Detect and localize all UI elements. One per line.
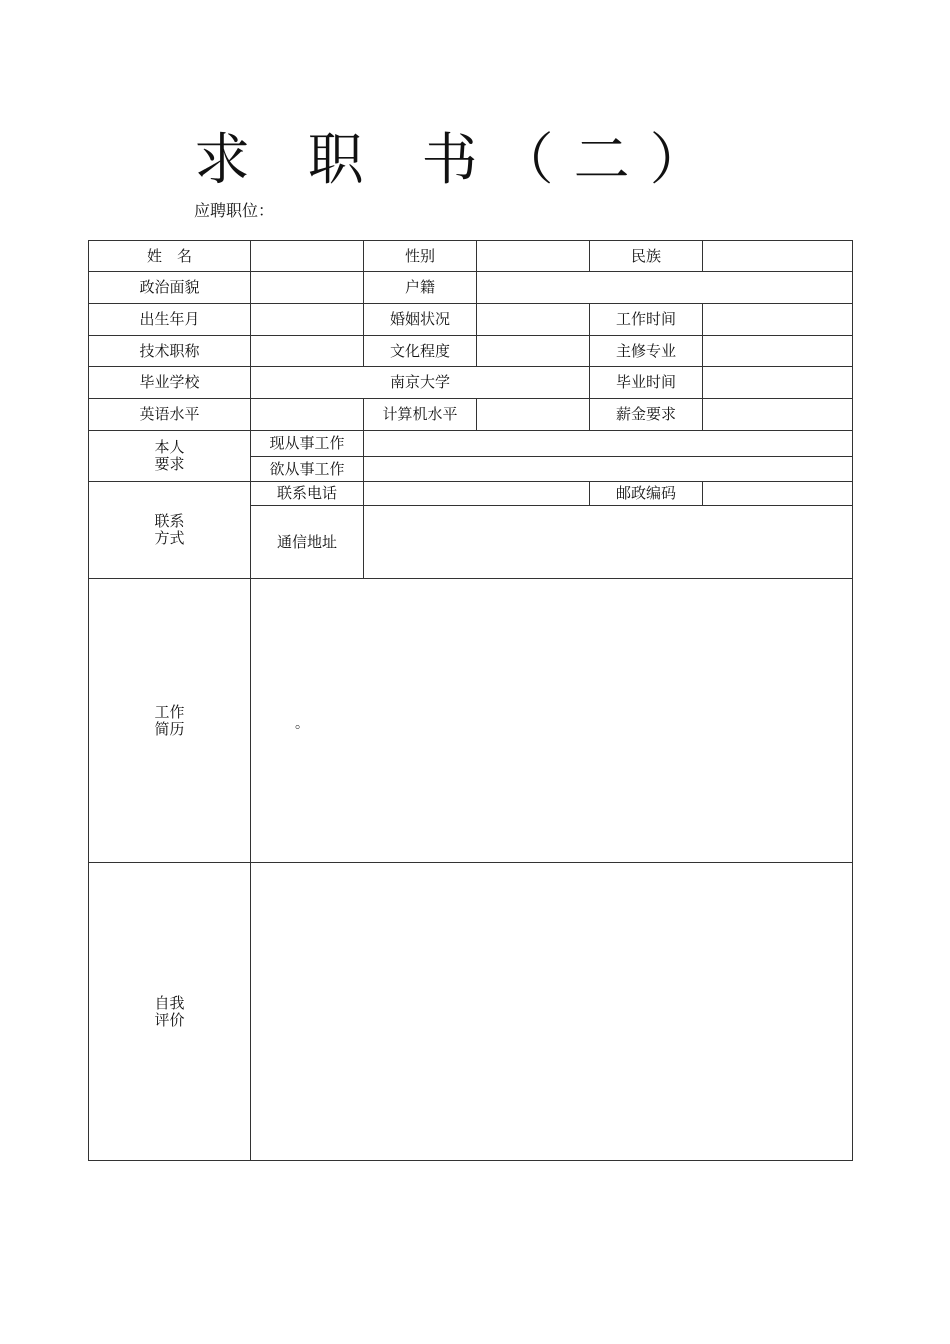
technical-title-field[interactable] bbox=[251, 336, 364, 367]
birth-date-field[interactable] bbox=[251, 304, 364, 336]
application-form-table bbox=[88, 240, 853, 1161]
document-title: 求 职 书（二） bbox=[194, 128, 726, 193]
postcode-field[interactable] bbox=[703, 482, 853, 506]
row-title bbox=[89, 336, 853, 367]
name-label: 姓 名 bbox=[89, 241, 251, 272]
salary-label: 薪金要求 bbox=[590, 399, 703, 431]
computer-level-label: 计算机水平 bbox=[364, 399, 477, 431]
row-phone bbox=[89, 482, 853, 506]
row-self-evaluation bbox=[89, 863, 853, 1161]
address-field[interactable] bbox=[364, 506, 853, 579]
phone-field[interactable] bbox=[364, 482, 590, 506]
marital-status-field[interactable] bbox=[477, 304, 590, 336]
major-field[interactable] bbox=[703, 336, 853, 367]
school-label: 毕业学校 bbox=[89, 367, 251, 399]
current-job-label: 现从事工作 bbox=[251, 431, 364, 457]
technical-title-label: 技术职称 bbox=[89, 336, 251, 367]
work-time-label: 工作时间 bbox=[590, 304, 703, 336]
birth-date-label: 出生年月 bbox=[89, 304, 251, 336]
desired-job-label: 欲从事工作 bbox=[251, 457, 364, 482]
computer-level-field[interactable] bbox=[477, 399, 590, 431]
ethnicity-field[interactable] bbox=[703, 241, 853, 272]
work-history-label: 工作 简历 bbox=[89, 579, 251, 863]
requirements-label: 本人 要求 bbox=[89, 431, 251, 482]
salary-field[interactable] bbox=[703, 399, 853, 431]
education-field[interactable] bbox=[477, 336, 590, 367]
name-field[interactable] bbox=[251, 241, 364, 272]
english-level-label: 英语水平 bbox=[89, 399, 251, 431]
work-history-field[interactable] bbox=[251, 579, 853, 863]
ethnicity-label: 民族 bbox=[590, 241, 703, 272]
hukou-label: 户籍 bbox=[364, 272, 477, 304]
row-school bbox=[89, 367, 853, 399]
row-current-job bbox=[89, 431, 853, 457]
applied-position-label: 应聘职位： bbox=[194, 201, 275, 220]
row-name bbox=[89, 241, 853, 272]
hukou-field[interactable] bbox=[477, 272, 853, 304]
row-work-history bbox=[89, 579, 853, 863]
row-english bbox=[89, 399, 853, 431]
self-evaluation-field[interactable] bbox=[251, 863, 853, 1161]
marital-status-label: 婚姻状况 bbox=[364, 304, 477, 336]
school-value[interactable]: 南京大学 bbox=[251, 367, 590, 399]
phone-label: 联系电话 bbox=[251, 482, 364, 506]
english-level-field[interactable] bbox=[251, 399, 364, 431]
current-job-field[interactable] bbox=[364, 431, 853, 457]
contact-label: 联系 方式 bbox=[89, 482, 251, 579]
row-political bbox=[89, 272, 853, 304]
political-status-field[interactable] bbox=[251, 272, 364, 304]
self-evaluation-label: 自我 评价 bbox=[89, 863, 251, 1161]
row-birth bbox=[89, 304, 853, 336]
work-history-note: 。 bbox=[295, 716, 309, 732]
education-label: 文化程度 bbox=[364, 336, 477, 367]
political-status-label: 政治面貌 bbox=[89, 272, 251, 304]
postcode-label: 邮政编码 bbox=[590, 482, 703, 506]
graduation-time-label: 毕业时间 bbox=[590, 367, 703, 399]
desired-job-field[interactable] bbox=[364, 457, 853, 482]
graduation-time-field[interactable] bbox=[703, 367, 853, 399]
work-time-field[interactable] bbox=[703, 304, 853, 336]
gender-label: 性别 bbox=[364, 241, 477, 272]
address-label: 通信地址 bbox=[251, 506, 364, 579]
gender-field[interactable] bbox=[477, 241, 590, 272]
major-label: 主修专业 bbox=[590, 336, 703, 367]
